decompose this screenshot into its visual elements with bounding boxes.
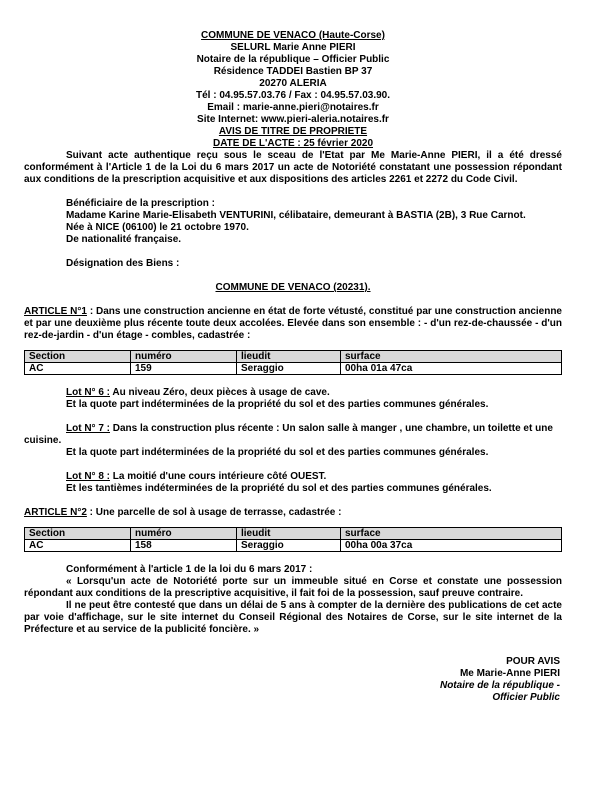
cell-numero: 158 bbox=[131, 540, 237, 552]
cell-surface: 00ha 00a 37ca bbox=[341, 540, 562, 552]
signature-block bbox=[24, 656, 560, 704]
signatory-title-2: Officier Public bbox=[492, 692, 560, 703]
signatory-name: Me Marie-Anne PIERI bbox=[459, 668, 560, 679]
lot-8-label: Lot N° 8 : bbox=[66, 471, 110, 482]
cell-numero: 159 bbox=[131, 363, 237, 375]
notice-page bbox=[24, 30, 562, 704]
header-surface: surface bbox=[341, 351, 562, 363]
article-1-text: : Dans une construction ancienne en état de forte vétusté, constitué par une construction ancienne et par une deuxième plus récente toute deux accolées. Elevée dans son ensemble : - d'un rez-de-chaussée - d'un rez-de-jardin - d'un étage - combles, cadastrée : bbox=[24, 306, 562, 341]
lot-7-label: Lot N° 7 : bbox=[66, 423, 110, 434]
beneficiary-birth: Née à NICE (06100) le 21 octobre 1970. bbox=[66, 222, 249, 233]
beneficiary-block bbox=[66, 198, 562, 246]
lot-7 bbox=[24, 423, 562, 459]
legal-quote-1: « Lorsqu'un acte de Notoriété porte sur un immeuble situé en Corse et constate une possession répondant aux conditions de la prescriptive acquisitive, il fait foi de la possession, sauf preuve contraire. bbox=[24, 576, 562, 599]
cell-lieudit: Seraggio bbox=[237, 363, 341, 375]
beneficiary-heading: Bénéficiaire de la prescription : bbox=[66, 198, 215, 209]
commune-title: COMMUNE DE VENACO (Haute-Corse) bbox=[201, 30, 385, 41]
article-2-text: : Une parcelle de sol à usage de terrasse, cadastrée : bbox=[86, 507, 342, 518]
beneficiary-nationality: De nationalité française. bbox=[66, 234, 182, 245]
address-line-1: Résidence TADDEI Bastien BP 37 bbox=[213, 66, 373, 77]
header-numero: numéro bbox=[131, 351, 237, 363]
lot-6 bbox=[24, 387, 562, 411]
cadastre-table-2 bbox=[24, 527, 562, 552]
email: Email : marie-anne.pieri@notaires.fr bbox=[207, 102, 379, 113]
legal-quote-2: Il ne peut être contesté que dans un délai de 5 ans à compter de la dernière des publications de cet acte par voie d'affichage, sur le site internet du Conseil Régional des Notaires de Corse, sur le site internet de la Préfecture et au service de la publicité foncière. » bbox=[24, 600, 562, 635]
designation-heading: Désignation des Biens : bbox=[66, 258, 180, 269]
phone-fax: Tél : 04.95.57.03.76 / Fax : 04.95.57.03.90. bbox=[195, 90, 391, 101]
act-date: DATE DE L'ACTE : 25 février 2020 bbox=[212, 138, 374, 149]
notary-title: Notaire de la république – Officier Public bbox=[196, 54, 390, 65]
lot-7-share: Et la quote part indéterminées de la propriété du sol et des parties communes générales. bbox=[66, 447, 489, 458]
commune-heading: COMMUNE DE VENACO (20231). bbox=[215, 282, 371, 293]
header-numero: numéro bbox=[131, 528, 237, 540]
signatory-title-1: Notaire de la république - bbox=[439, 680, 560, 691]
table-row bbox=[25, 363, 562, 375]
office-name: SELURL Marie Anne PIERI bbox=[230, 42, 356, 53]
lot-8-share: Et les tantièmes indéterminées de la propriété du sol et des parties communes générales. bbox=[66, 483, 492, 494]
article-1 bbox=[24, 306, 562, 342]
conformement-line: Conformément à l'article 1 de la loi du 6 mars 2017 : bbox=[66, 564, 313, 575]
lot-6-share: Et la quote part indéterminées de la propriété du sol et des parties communes générales. bbox=[66, 399, 489, 410]
article-1-label: ARTICLE N°1 bbox=[24, 306, 87, 317]
header-section: Section bbox=[25, 528, 131, 540]
table-row bbox=[25, 540, 562, 552]
lot-8-text: La moitié d'une cours intérieure côté OUEST. bbox=[110, 471, 327, 482]
header-lieudit: lieudit bbox=[237, 528, 341, 540]
lot-6-label: Lot N° 6 : bbox=[66, 387, 110, 398]
cell-surface: 00ha 01a 47ca bbox=[341, 363, 562, 375]
notice-title: AVIS DE TITRE DE PROPRIETE bbox=[218, 126, 368, 137]
intro-paragraph: Suivant acte authentique reçu sous le sceau de l'Etat par Me Marie-Anne PIERI, il a été dressé conformément à l'Article 1 de la Loi du 6 mars 2017 un acte de Notoriété constatant une possession répondant aux conditions de la prescription acquisitive et aux dispositions des articles 2261 et 2272 du Code Civil. bbox=[24, 150, 562, 185]
pour-avis: POUR AVIS bbox=[506, 656, 560, 667]
cell-section: AC bbox=[25, 540, 131, 552]
header-surface: surface bbox=[341, 528, 562, 540]
lot-8 bbox=[24, 471, 562, 495]
address-line-2: 20270 ALERIA bbox=[259, 78, 327, 89]
header-block bbox=[24, 30, 562, 150]
article-2 bbox=[24, 507, 562, 519]
cell-lieudit: Seraggio bbox=[237, 540, 341, 552]
website: Site Internet: www.pieri-aleria.notaires.fr bbox=[197, 114, 389, 125]
table-header-row bbox=[25, 351, 562, 363]
cell-section: AC bbox=[25, 363, 131, 375]
lot-7-text: Dans la construction plus récente : Un salon salle à manger , une chambre, un toilette et une cuisine. bbox=[24, 423, 553, 446]
beneficiary-identity: Madame Karine Marie-Elisabeth VENTURINI, célibataire, demeurant à BASTIA (2B), 3 Rue Carnot. bbox=[66, 210, 526, 221]
header-section: Section bbox=[25, 351, 131, 363]
header-lieudit: lieudit bbox=[237, 351, 341, 363]
cadastre-table-1 bbox=[24, 350, 562, 375]
table-header-row bbox=[25, 528, 562, 540]
article-2-label: ARTICLE N°2 bbox=[24, 507, 87, 518]
lot-6-text: Au niveau Zéro, deux pièces à usage de cave. bbox=[110, 387, 330, 398]
